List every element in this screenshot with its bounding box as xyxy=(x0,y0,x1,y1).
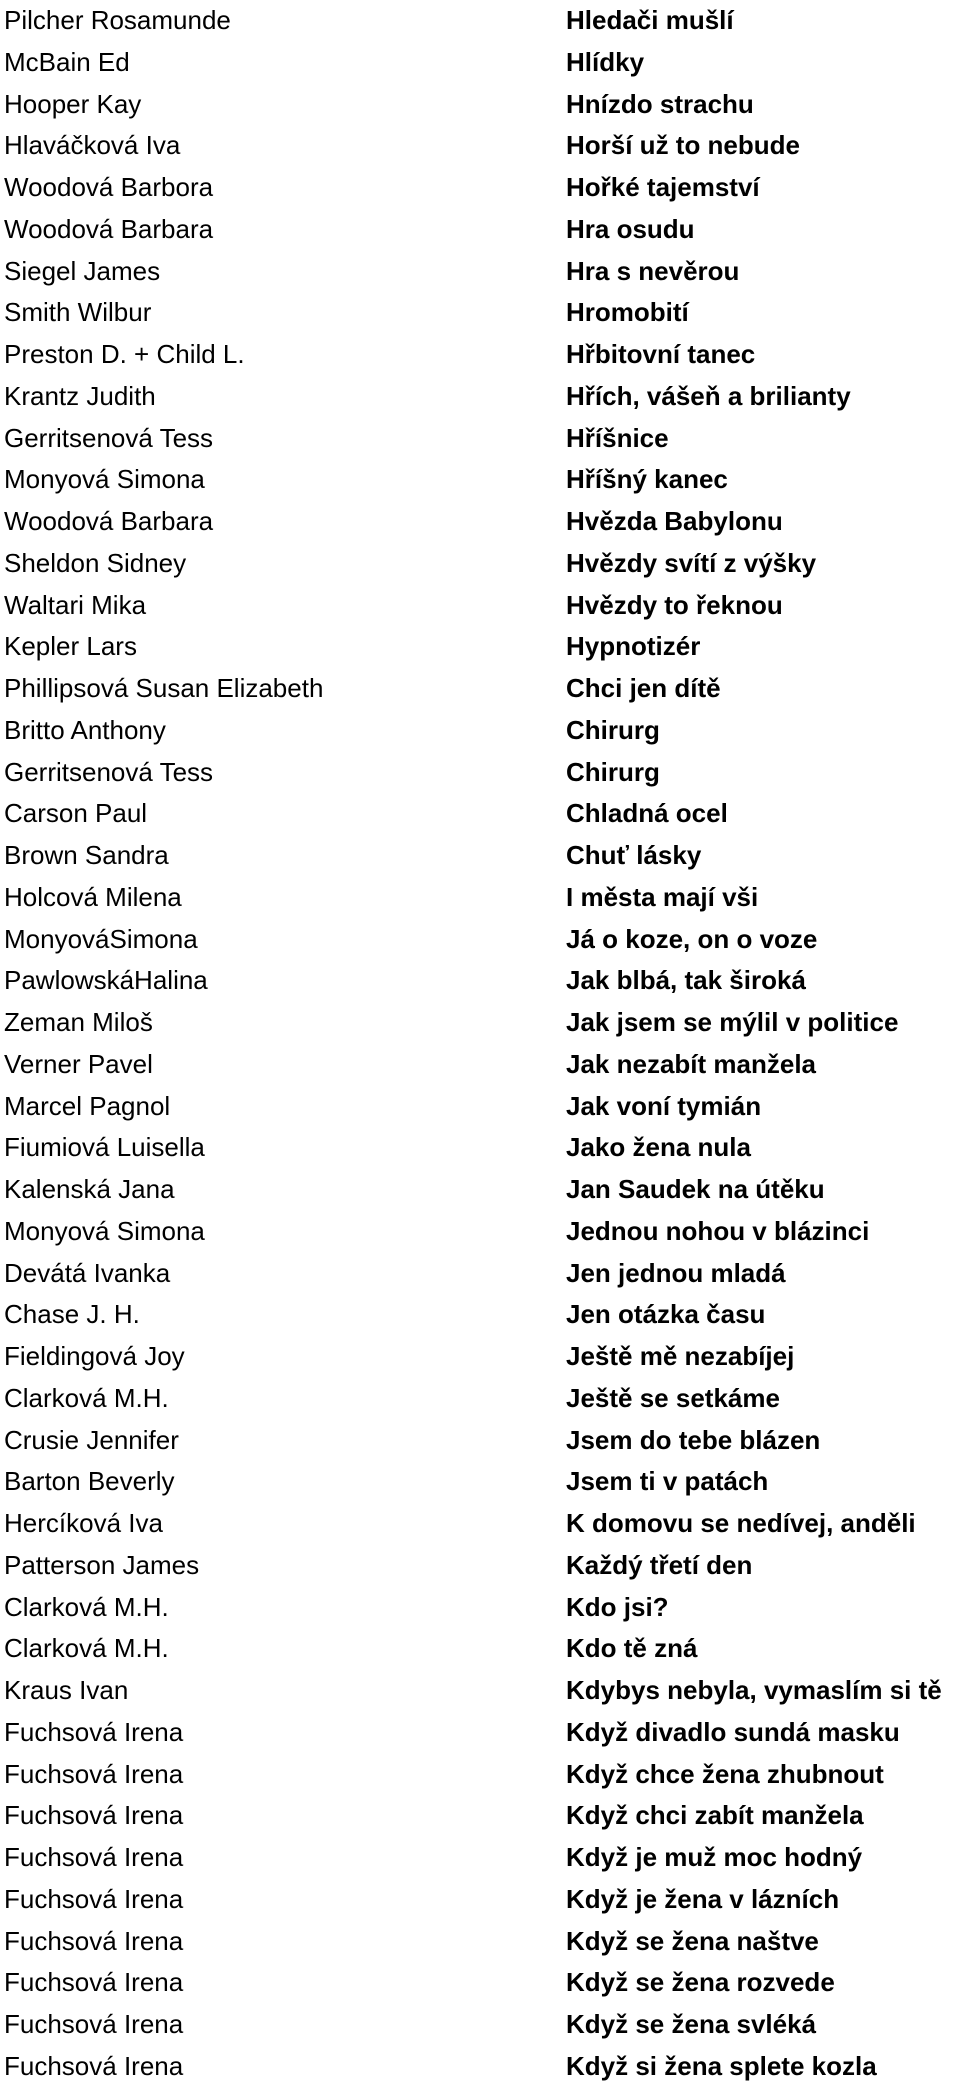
author-cell: Fuchsová Irena xyxy=(4,1925,184,1956)
title-cell: Kdo jsi? xyxy=(566,1591,669,1622)
author-cell: Hlaváčková Iva xyxy=(4,130,181,161)
author-cell: Britto Anthony xyxy=(4,714,166,745)
author-cell: MonyováSimona xyxy=(4,923,198,954)
title-cell: Chirurg xyxy=(566,756,660,787)
table-row xyxy=(0,0,960,42)
table-row xyxy=(0,793,960,835)
title-cell: Hříšný kanec xyxy=(566,464,728,495)
table-row xyxy=(0,1378,960,1420)
title-cell: Hledači mušlí xyxy=(566,5,734,35)
table-row xyxy=(0,1587,960,1629)
title-cell: Když divadlo sundá masku xyxy=(566,1716,900,1747)
table-row xyxy=(0,668,960,710)
author-cell: Verner Pavel xyxy=(4,1048,153,1079)
table-row xyxy=(0,1921,960,1963)
table-row xyxy=(0,125,960,167)
author-cell: Fuchsová Irena xyxy=(4,1842,184,1872)
author-cell: Fuchsová Irena xyxy=(4,1758,184,1789)
table-row xyxy=(0,418,960,460)
table-row xyxy=(0,1795,960,1837)
title-cell: Když se žena naštve xyxy=(566,1925,819,1956)
author-cell: Patterson James xyxy=(4,1549,200,1580)
title-cell: Hřích, vášeň a brilianty xyxy=(566,380,851,411)
title-cell: Chuť lásky xyxy=(566,840,702,870)
table-row xyxy=(0,960,960,1002)
title-cell: Hříšnice xyxy=(566,422,669,453)
table-row xyxy=(0,626,960,668)
author-cell: Fiumiová Luisella xyxy=(4,1132,205,1163)
author-cell: Monyová Simona xyxy=(4,464,205,495)
title-cell: Chci jen dítě xyxy=(566,673,721,703)
title-cell: Hvězdy to řeknou xyxy=(566,589,783,620)
author-cell: Fuchsová Irena xyxy=(4,1967,184,1998)
title-cell: Když je žena v lázních xyxy=(566,1883,840,1914)
author-cell: McBain Ed xyxy=(4,46,130,77)
table-row xyxy=(0,292,960,334)
author-cell: Waltari Mika xyxy=(4,589,147,620)
table-row xyxy=(0,543,960,585)
title-cell: Horší už to nebude xyxy=(566,130,800,161)
table-row xyxy=(0,1670,960,1712)
author-cell: Smith Wilbur xyxy=(4,297,152,328)
table-row xyxy=(0,835,960,877)
author-cell: Fuchsová Irena xyxy=(4,2050,184,2081)
table-row xyxy=(0,1086,960,1128)
title-cell: Hořké tajemství xyxy=(566,172,760,202)
author-cell: Brown Sandra xyxy=(4,840,169,870)
title-cell: Hvězdy svítí z výšky xyxy=(566,547,817,578)
table-row xyxy=(0,501,960,543)
table-row xyxy=(0,1294,960,1336)
table-row xyxy=(0,251,960,293)
table-row xyxy=(0,1503,960,1545)
author-cell: Woodová Barbara xyxy=(4,506,214,536)
table-row xyxy=(0,42,960,84)
author-cell: PawlowskáHalina xyxy=(4,965,208,996)
title-cell: Hlídky xyxy=(566,46,645,77)
title-cell: Když si žena splete kozla xyxy=(566,2050,877,2081)
title-cell: Když chci zabít manžela xyxy=(566,1800,864,1831)
title-cell: Jako žena nula xyxy=(566,1132,751,1163)
author-cell: Marcel Pagnol xyxy=(4,1090,171,1121)
author-cell: Holcová Milena xyxy=(4,881,182,912)
author-cell: Hercíková Iva xyxy=(4,1508,163,1538)
author-cell: Gerritsenová Tess xyxy=(4,756,214,787)
table-row xyxy=(0,1962,960,2004)
title-cell: Jsem do tebe blázen xyxy=(566,1424,821,1455)
author-cell: Monyová Simona xyxy=(4,1215,205,1246)
title-cell: Hřbitovní tanec xyxy=(566,339,756,369)
table-row xyxy=(0,1002,960,1044)
table-row xyxy=(0,1754,960,1796)
title-cell: Hra osudu xyxy=(566,213,695,244)
title-cell: Já o koze, on o voze xyxy=(566,923,818,954)
author-cell: Kepler Lars xyxy=(4,631,137,662)
table-row xyxy=(0,1169,960,1211)
title-cell: Hnízdo strachu xyxy=(566,88,754,119)
table-row xyxy=(0,585,960,627)
author-cell: Gerritsenová Tess xyxy=(4,422,214,453)
author-cell: Fuchsová Irena xyxy=(4,2009,184,2039)
title-cell: I města mají vši xyxy=(566,881,759,912)
title-cell: Jak nezabít manžela xyxy=(566,1048,816,1079)
title-cell: Hromobití xyxy=(566,297,689,328)
table-row xyxy=(0,1044,960,1086)
author-cell: Zeman Miloš xyxy=(4,1007,153,1037)
title-cell: Když se žena rozvede xyxy=(566,1967,835,1998)
title-cell: Jsem ti v patách xyxy=(566,1466,769,1497)
title-cell: Když chce žena zhubnout xyxy=(566,1758,884,1789)
title-cell: Jednou nohou v blázinci xyxy=(566,1215,870,1246)
title-cell: Jen jednou mladá xyxy=(566,1257,786,1288)
author-cell: Phillipsová Susan Elizabeth xyxy=(4,673,324,703)
author-cell: Devátá Ivanka xyxy=(4,1257,171,1288)
title-cell: Chirurg xyxy=(566,714,660,745)
author-cell: Woodová Barbara xyxy=(4,213,214,244)
table-row xyxy=(0,376,960,418)
title-cell: Každý třetí den xyxy=(566,1549,753,1580)
table-row xyxy=(0,2046,960,2088)
table-row xyxy=(0,2004,960,2046)
title-cell: Ještě mě nezabíjej xyxy=(566,1341,795,1371)
table-row xyxy=(0,459,960,501)
table-row xyxy=(0,209,960,251)
title-cell: Hvězda Babylonu xyxy=(566,506,783,536)
title-cell: K domovu se nedívej, anděli xyxy=(566,1508,916,1538)
table-row xyxy=(0,1253,960,1295)
author-cell: Crusie Jennifer xyxy=(4,1424,179,1455)
table-row xyxy=(0,1879,960,1921)
title-cell: Jak jsem se mýlil v politice xyxy=(566,1007,899,1037)
author-cell: Kraus Ivan xyxy=(4,1675,129,1705)
author-cell: Carson Paul xyxy=(4,798,148,829)
table-row xyxy=(0,1837,960,1879)
title-cell: Hra s nevěrou xyxy=(566,255,740,286)
title-cell: Kdybys nebyla, vymaslím si tě xyxy=(566,1675,942,1705)
table-row xyxy=(0,1628,960,1670)
table-row xyxy=(0,1545,960,1587)
author-cell: Fieldingová Joy xyxy=(4,1341,185,1371)
title-cell: Ještě se setkáme xyxy=(566,1382,780,1413)
author-cell: Kalenská Jana xyxy=(4,1174,175,1204)
table-row xyxy=(0,1211,960,1253)
author-cell: Siegel James xyxy=(4,255,161,286)
title-cell: Jen otázka času xyxy=(566,1299,766,1330)
table-row xyxy=(0,84,960,126)
author-cell: Fuchsová Irena xyxy=(4,1800,184,1831)
title-cell: Když se žena svléká xyxy=(566,2009,817,2039)
author-cell: Hooper Kay xyxy=(4,88,142,119)
table-row xyxy=(0,1712,960,1754)
author-cell: Chase J. H. xyxy=(4,1299,140,1330)
author-cell: Preston D. + Child L. xyxy=(4,339,245,369)
table-row xyxy=(0,167,960,209)
title-cell: Chladná ocel xyxy=(566,798,728,829)
title-cell: Jak voní tymián xyxy=(566,1090,762,1121)
author-cell: Barton Beverly xyxy=(4,1466,175,1497)
title-cell: Jak blbá, tak široká xyxy=(566,965,806,996)
title-cell: Kdo tě zná xyxy=(566,1633,698,1664)
author-cell: Woodová Barbora xyxy=(4,172,214,202)
author-cell: Fuchsová Irena xyxy=(4,1716,184,1747)
title-cell: Jan Saudek na útěku xyxy=(566,1174,825,1204)
title-cell: Když je muž moc hodný xyxy=(566,1842,863,1872)
author-cell: Krantz Judith xyxy=(4,380,156,411)
table-row xyxy=(0,1336,960,1378)
author-cell: Clarková M.H. xyxy=(4,1591,169,1622)
table-row xyxy=(0,877,960,919)
author-cell: Sheldon Sidney xyxy=(4,547,187,578)
table-row xyxy=(0,919,960,961)
author-cell: Clarková M.H. xyxy=(4,1633,169,1664)
author-cell: Clarková M.H. xyxy=(4,1382,169,1413)
table-row xyxy=(0,1461,960,1503)
table-row xyxy=(0,1420,960,1462)
author-cell: Pilcher Rosamunde xyxy=(4,5,231,35)
author-cell: Fuchsová Irena xyxy=(4,1883,184,1914)
table-row xyxy=(0,334,960,376)
table-row xyxy=(0,710,960,752)
table-row xyxy=(0,1127,960,1169)
table-row xyxy=(0,752,960,794)
title-cell: Hypnotizér xyxy=(566,631,701,662)
